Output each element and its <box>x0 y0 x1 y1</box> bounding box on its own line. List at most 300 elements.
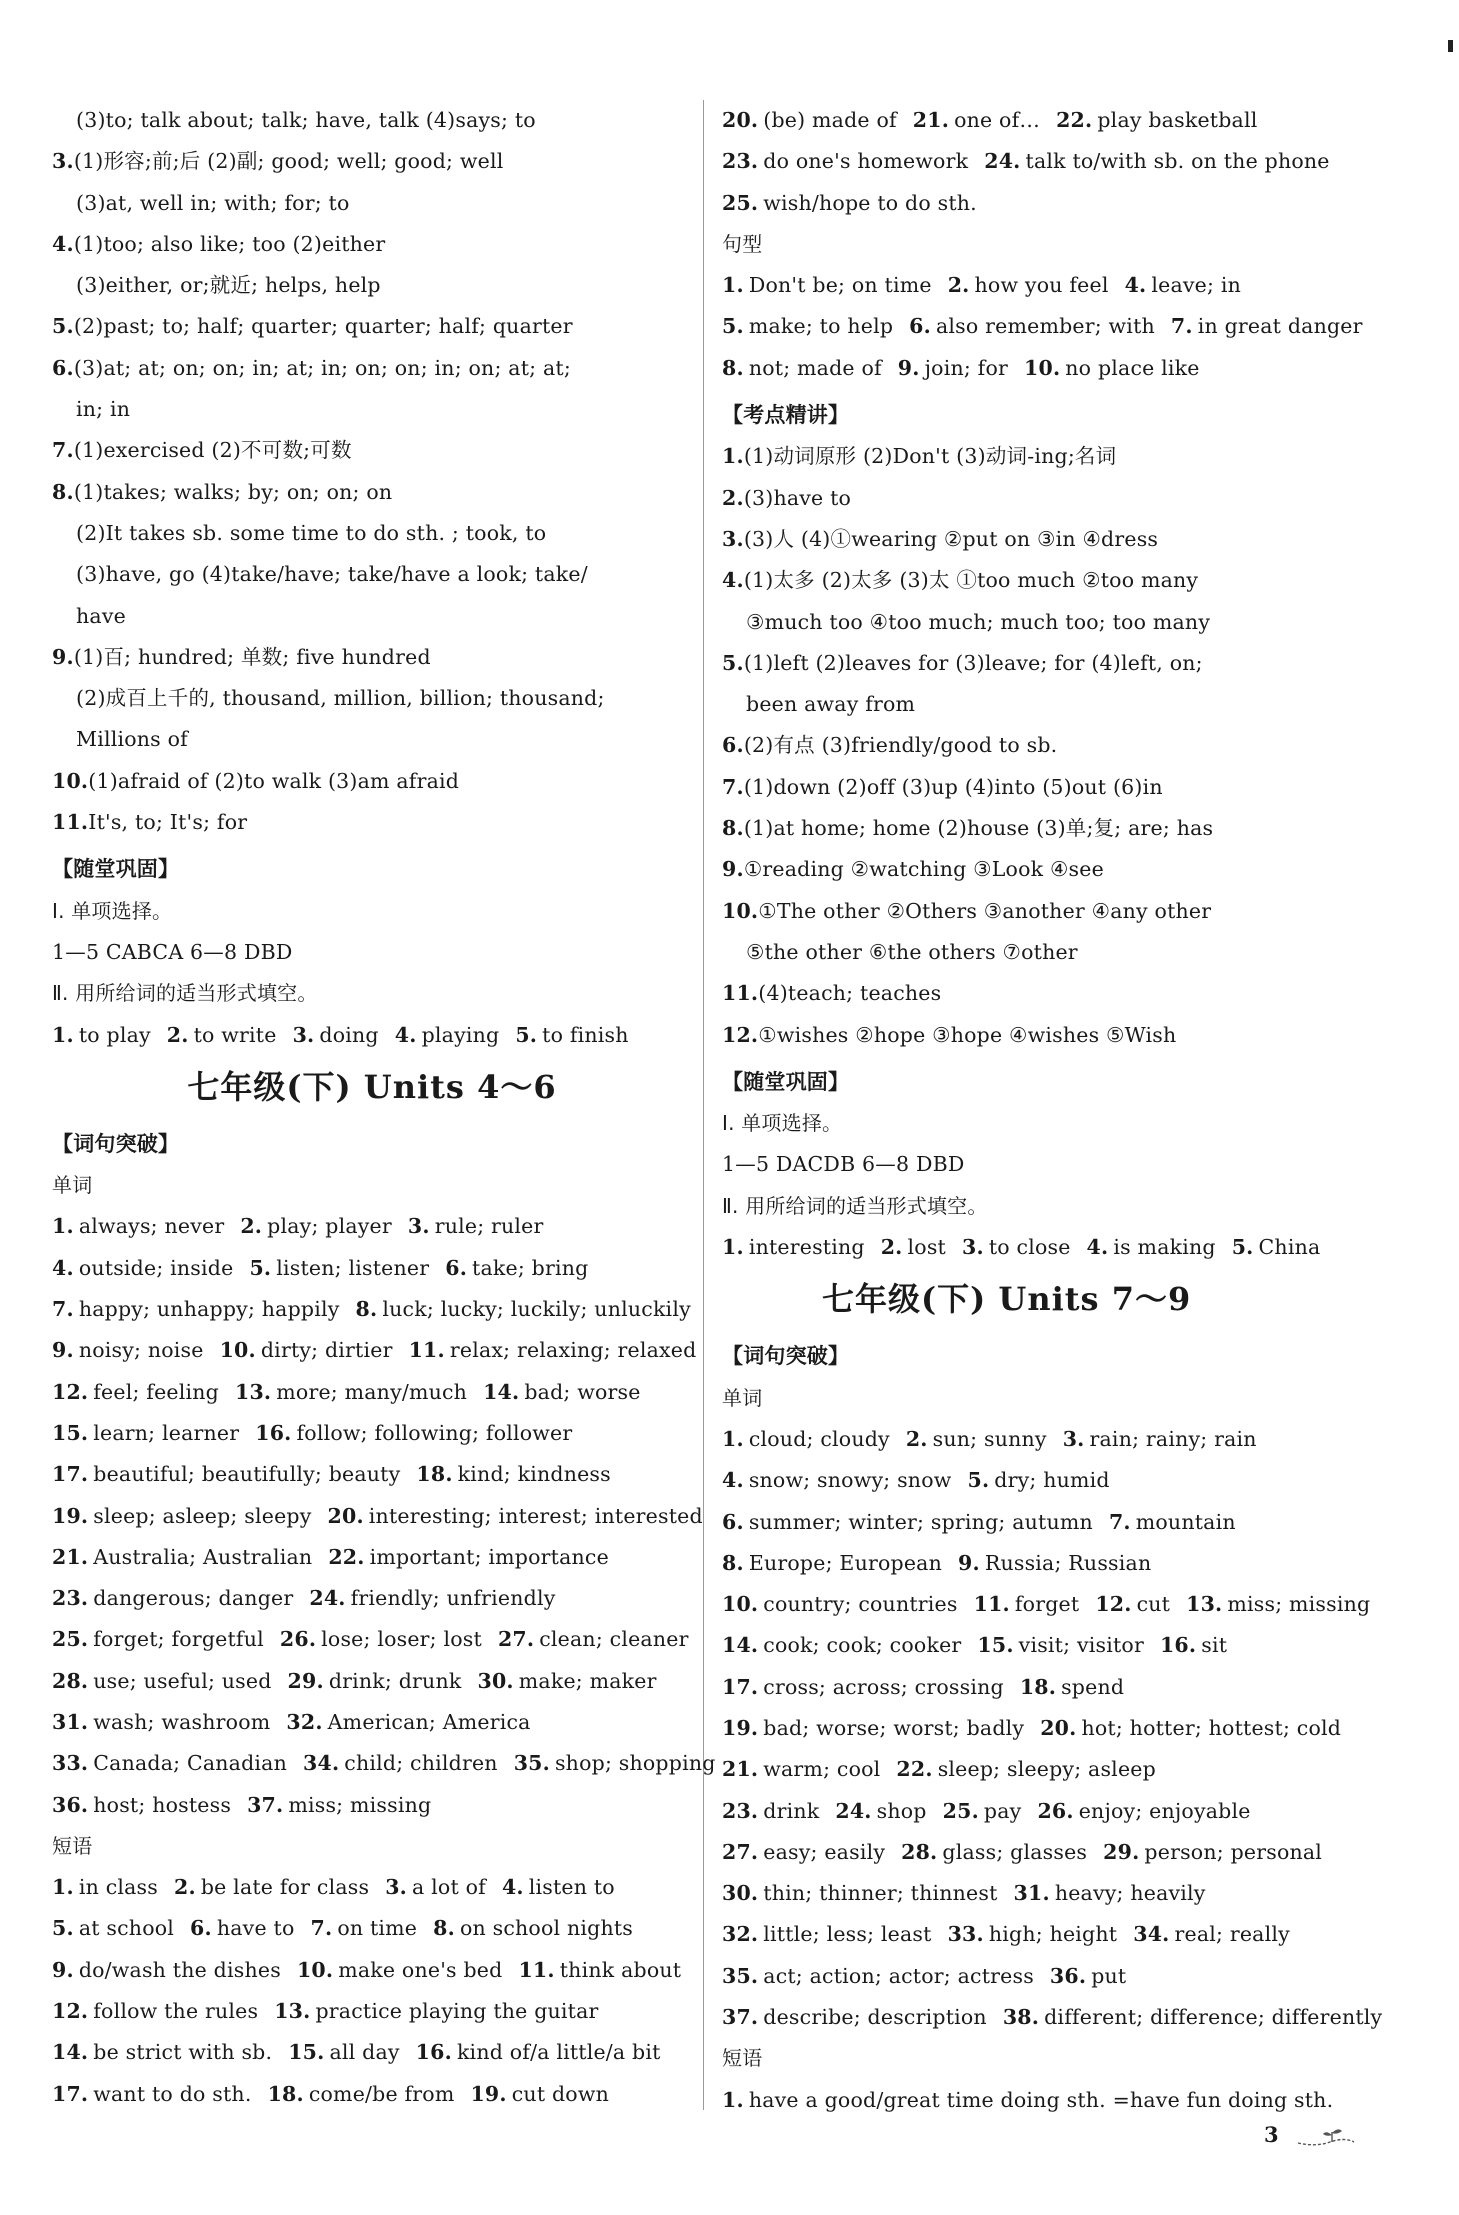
answer-item <box>174 1875 369 1899</box>
answer-line <box>52 1578 692 1619</box>
answer-line <box>52 1537 692 1578</box>
item-number: 2. <box>240 1214 263 1239</box>
item-number: 34. <box>1133 1922 1170 1947</box>
column-divider <box>703 100 704 2110</box>
answer-text: easy; easily <box>763 1839 886 1864</box>
item-number: 9. <box>52 644 74 669</box>
answer-item <box>288 2040 399 2064</box>
answer-text: (1)left (2)leaves for (3)leave; for (4)left, on; <box>743 650 1203 675</box>
item-number: 6. <box>909 314 931 339</box>
answer-item <box>52 1214 224 1238</box>
item-number: 2. <box>174 1875 196 1900</box>
answer-item <box>52 1793 231 1817</box>
answer-line <box>722 1419 1362 1460</box>
answer-text: enjoy; enjoyable <box>1078 1798 1251 1823</box>
answer-line <box>722 849 1362 890</box>
answer-text: wash; washroom <box>93 1709 271 1734</box>
answer-line <box>52 141 692 182</box>
answer-text: make; maker <box>518 1668 657 1693</box>
answer-line <box>722 725 1362 766</box>
answer-line <box>52 2074 692 2115</box>
answer-text: on time <box>337 1916 418 1941</box>
item-number: 13. <box>1186 1592 1223 1617</box>
answer-text: no place like <box>1065 355 1200 380</box>
answer-text: Don't be; on time <box>748 273 932 298</box>
answer-line <box>722 100 1362 141</box>
item-number: 37. <box>722 2005 759 2030</box>
answer-text: real; really <box>1174 1922 1290 1947</box>
item-number: 4. <box>1086 1235 1109 1260</box>
item-number: 5. <box>722 650 744 675</box>
answer-text: kind of/a little/a bit <box>456 2040 661 2065</box>
item-number: 36. <box>52 1792 89 1817</box>
answer-text: host; hostess <box>93 1792 232 1817</box>
item-number: 34. <box>303 1751 340 1776</box>
answer-text: It's, to; It's; for <box>88 810 248 835</box>
item-number: 2. <box>905 1426 928 1451</box>
answer-item <box>722 149 968 173</box>
answer-item <box>445 1256 588 1280</box>
item-number: 14. <box>722 1633 759 1658</box>
item-number: 7. <box>1170 314 1193 339</box>
answer-line <box>722 1584 1371 1625</box>
answer-item <box>52 1023 151 1047</box>
item-number: 5. <box>52 1916 74 1941</box>
item-number: 19. <box>722 1715 759 1740</box>
item-number: 12. <box>722 1022 759 1047</box>
answer-item <box>984 149 1329 173</box>
item-number: 3. <box>1062 1426 1085 1451</box>
answer-item <box>1125 273 1241 297</box>
subsection-label: 单词 <box>52 1173 93 1198</box>
answer-text: sleep; sleepy; asleep <box>937 1757 1156 1782</box>
item-number: 6. <box>190 1916 212 1941</box>
answer-continuation: (3)at, well in; with; for; to <box>76 190 350 215</box>
item-number: 12. <box>52 1999 89 2024</box>
answer-item <box>286 1710 530 1734</box>
answer-text: (2)past; to; half; quarter; quarter; half; quarter <box>73 314 573 339</box>
answer-text: (1)太多 (2)太多 (3)太 ①too much ②too many <box>743 568 1199 593</box>
item-number: 32. <box>286 1709 323 1734</box>
answer-item <box>722 1757 880 1781</box>
answer-item <box>409 1338 697 1362</box>
answer-line <box>52 1289 692 1330</box>
answer-line <box>722 1832 1362 1873</box>
answer-text: (3)人 (4)①wearing ②put on ③in ④dress <box>743 526 1159 551</box>
answer-item <box>1003 2005 1383 2029</box>
answer-line <box>722 519 1362 560</box>
answer-text: dry; humid <box>994 1468 1110 1493</box>
answer-item <box>722 1922 932 1946</box>
answer-text: learn; learner <box>93 1420 240 1445</box>
answer-text: one of… <box>954 108 1041 132</box>
item-number: 13. <box>235 1379 272 1404</box>
item-number: 18. <box>416 1462 453 1487</box>
answer-item <box>962 1235 1071 1259</box>
answer-item <box>52 1586 293 1610</box>
item-number: 29. <box>287 1668 324 1693</box>
answer-item <box>881 1235 946 1259</box>
answer-item <box>167 1023 277 1047</box>
answer-text: (1)down (2)off (3)up (4)into (5)out (6)in <box>743 774 1163 799</box>
item-number: 1. <box>722 1426 744 1451</box>
answer-item <box>943 1799 1022 1823</box>
item-number: 20. <box>722 108 759 132</box>
item-number: 10. <box>52 768 89 793</box>
answer-line <box>722 265 1362 306</box>
item-number: 20. <box>327 1503 364 1528</box>
item-number: 2. <box>947 273 970 298</box>
item-number: 27. <box>722 1839 759 1864</box>
answer-text: drink <box>763 1798 820 1823</box>
subsection-label: Ⅰ. 单项选择。 <box>52 898 173 923</box>
item-number: 37. <box>247 1792 284 1817</box>
answer-continuation: ⑤the other ⑥the others ⑦other <box>746 939 1078 964</box>
answer-item <box>395 1023 500 1047</box>
answer-text: (1)形容;前;后 (2)副; good; well; good; well <box>73 149 504 174</box>
answer-line <box>52 224 692 265</box>
item-number: 4. <box>52 231 74 256</box>
item-number: 23. <box>722 149 759 174</box>
item-number: 25. <box>942 1798 979 1823</box>
answer-text: be late for class <box>200 1875 370 1900</box>
answer-text: different; difference; differently <box>1044 2005 1383 2030</box>
answer-item <box>722 1964 1034 1988</box>
answer-item <box>722 2088 1333 2112</box>
answer-text: ①The other ②Others ③another ④any other <box>758 898 1212 923</box>
item-number: 4. <box>722 568 744 593</box>
answer-text: cook; cook; cooker <box>763 1633 962 1658</box>
answer-text: leave; in <box>1151 273 1241 298</box>
answer-item <box>898 356 1008 380</box>
answer-text: practice playing the guitar <box>315 1999 599 2024</box>
item-number: 3. <box>385 1875 408 1900</box>
answer-item <box>722 314 893 338</box>
item-number: 10. <box>722 898 759 923</box>
answer-line <box>52 1248 692 1289</box>
answer-item <box>901 1840 1087 1864</box>
answer-line <box>722 808 1362 849</box>
item-number: 33. <box>52 1751 89 1776</box>
answer-text: be strict with sb. <box>93 2040 273 2065</box>
answer-line <box>722 1914 1362 1955</box>
answer-item <box>52 1669 272 1693</box>
answer-text: think about <box>559 1957 682 1982</box>
answer-continuation: ③much too ④too much; much too; too many <box>746 609 1211 634</box>
item-number: 11. <box>973 1592 1010 1617</box>
item-number: 9. <box>52 1957 74 1982</box>
answer-line <box>52 1206 692 1247</box>
answer-text: play; player <box>267 1214 392 1239</box>
answer-item <box>722 191 977 215</box>
answer-text: to close <box>988 1235 1071 1260</box>
answer-item <box>1050 1964 1126 1988</box>
answer-line <box>722 1543 1362 1584</box>
answer-item <box>1014 1881 1206 1905</box>
answer-line <box>722 478 1362 519</box>
answer-line <box>52 1619 692 1660</box>
answer-text: cut down <box>511 2081 609 2106</box>
answer-text: describe; description <box>763 2005 987 2030</box>
answer-item <box>1095 1592 1170 1616</box>
answer-text: (1)afraid of (2)to walk (3)am afraid <box>88 768 460 793</box>
answer-item <box>1020 1675 1124 1699</box>
answer-item <box>52 1627 264 1651</box>
answer-text: (1)takes; walks; by; on; on; on <box>73 479 393 504</box>
answer-item <box>722 273 932 297</box>
item-number: 7. <box>52 1297 74 1322</box>
item-number: 4. <box>394 1022 417 1047</box>
item-number: 16. <box>255 1420 292 1445</box>
answer-continuation: (2)成百上千的, thousand, million, billion; thousand; <box>76 686 605 711</box>
answer-text: (1)at home; home (2)house (3)单;复; are; has <box>743 816 1214 841</box>
answer-item <box>896 1757 1156 1781</box>
item-number: 7. <box>52 438 74 463</box>
item-number: 24. <box>309 1586 346 1611</box>
item-number: 11. <box>52 810 89 835</box>
item-number: 31. <box>1013 1881 1050 1906</box>
subsection-label: Ⅱ. 用所给词的适当形式填空。 <box>52 981 318 1006</box>
answer-text: mountain <box>1135 1509 1236 1534</box>
answer-line <box>722 1015 1362 1056</box>
answer-item <box>722 1592 958 1616</box>
item-number: 22. <box>1056 108 1093 132</box>
answer-item <box>518 1958 681 1982</box>
answer-text: at school <box>78 1916 175 1941</box>
answer-continuation: been away from <box>746 692 916 717</box>
answer-line <box>722 1708 1362 1749</box>
answer-text: listen; listener <box>276 1255 430 1280</box>
item-number: 1. <box>722 444 744 469</box>
answer-item <box>470 2082 609 2106</box>
answer-text: dirty; dirtier <box>260 1338 393 1363</box>
answer-text: shop; shopping <box>554 1751 716 1776</box>
item-number: 12. <box>1095 1592 1132 1617</box>
item-number: 1. <box>722 2087 744 2112</box>
answer-item <box>328 1504 703 1528</box>
item-number: 36. <box>1049 1963 1087 1988</box>
item-number: 38. <box>1002 2005 1040 2030</box>
answer-text: miss; missing <box>288 1792 432 1817</box>
answer-item <box>1160 1633 1227 1657</box>
answer-item <box>52 1297 340 1321</box>
answer-item <box>249 1256 429 1280</box>
item-number: 32. <box>722 1922 759 1947</box>
right-column <box>722 100 1383 2121</box>
item-number: 19. <box>52 1503 89 1528</box>
answer-text: sleep; asleep; sleepy <box>93 1503 312 1528</box>
item-number: 7. <box>310 1916 333 1941</box>
item-number: 10. <box>722 1592 759 1617</box>
answer-line <box>722 643 1362 684</box>
answer-item <box>190 1916 294 1940</box>
item-number: 21. <box>912 108 950 132</box>
answer-text: all day <box>329 2040 400 2065</box>
item-number: 9. <box>897 355 920 380</box>
answer-text: little; less; least <box>763 1922 932 1947</box>
item-number: 9. <box>722 857 744 882</box>
answer-continuation: Millions of <box>76 727 188 752</box>
item-number: 3. <box>292 1022 315 1047</box>
answer-line <box>52 1372 692 1413</box>
answer-text: (1)百; hundred; 单数; five hundred <box>73 644 431 669</box>
answer-text: Canada; Canadian <box>93 1751 288 1776</box>
answer-text: talk to/with sb. on the phone <box>1025 149 1330 174</box>
answer-item <box>52 1710 270 1734</box>
answer-line <box>722 1997 1383 2038</box>
answer-text: sun; sunny <box>932 1426 1047 1451</box>
answer-item <box>52 1751 287 1775</box>
answer-item <box>297 1958 503 1982</box>
item-number: 5. <box>52 314 74 339</box>
answer-text: child; children <box>344 1751 498 1776</box>
answer-text: wish/hope to do sth. <box>763 190 977 215</box>
answer-text: Australia; Australian <box>93 1544 313 1569</box>
item-number: 25. <box>52 1627 89 1652</box>
answer-text: (4)teach; teaches <box>758 981 942 1006</box>
item-number: 30. <box>722 1881 759 1906</box>
item-number: 17. <box>52 1462 89 1487</box>
subsection-label: 短语 <box>722 2046 763 2071</box>
answer-line <box>52 1991 692 2032</box>
answer-item <box>722 1235 865 1259</box>
answer-item <box>220 1338 393 1362</box>
answer-item <box>385 1875 486 1899</box>
answer-item <box>1087 1235 1216 1259</box>
answer-text: make; to help <box>748 314 894 339</box>
item-number: 15. <box>977 1633 1014 1658</box>
answer-text: in class <box>78 1875 158 1900</box>
item-number: 16. <box>415 2040 452 2065</box>
answer-text: not; made of <box>748 355 882 380</box>
answer-text: lost <box>907 1235 946 1260</box>
answer-line <box>722 973 1362 1014</box>
answer-text: glass; glasses <box>942 1839 1088 1864</box>
answer-line: 1—5 CABCA 6—8 DBD <box>52 939 293 964</box>
answer-line <box>52 1785 692 1826</box>
answer-item <box>722 1799 819 1823</box>
answer-item <box>356 1297 691 1321</box>
answer-continuation: (3)either, or;就近; helps, help <box>76 273 381 298</box>
sprout-icon <box>1296 2126 1356 2152</box>
answer-item <box>240 1214 392 1238</box>
answer-line <box>52 430 692 471</box>
item-number: 22. <box>896 1757 933 1782</box>
answer-text: relax; relaxing; relaxed <box>449 1338 697 1363</box>
item-number: 1. <box>52 1022 74 1047</box>
answer-text: American; America <box>327 1709 531 1734</box>
answer-text: play basketball <box>1097 108 1258 132</box>
answer-item <box>502 1875 615 1899</box>
answer-item <box>1056 108 1257 132</box>
answer-line <box>52 306 692 347</box>
answer-item <box>52 1338 204 1362</box>
answer-line <box>722 1956 1362 1997</box>
answer-text: take; bring <box>472 1255 589 1280</box>
item-number: 19. <box>470 2081 507 2106</box>
item-number: 6. <box>722 733 744 758</box>
answer-line <box>52 1413 692 1454</box>
answer-text: doing <box>319 1022 379 1047</box>
answer-item <box>52 2082 252 2106</box>
answer-text: come/be from <box>308 2081 455 2106</box>
answer-item <box>722 1840 885 1864</box>
answer-text: (3)have to <box>743 485 852 510</box>
answer-continuation: have <box>76 603 126 628</box>
answer-item <box>722 356 882 380</box>
subsection-label: 句型 <box>722 231 763 256</box>
item-number: 10. <box>1024 355 1061 380</box>
answer-text: cut <box>1136 1592 1171 1617</box>
item-number: 5. <box>722 314 744 339</box>
item-number: 6. <box>722 1509 744 1534</box>
answer-text: visit; visitor <box>1018 1633 1144 1658</box>
item-number: 8. <box>722 816 744 841</box>
answer-text: rule; ruler <box>434 1214 544 1239</box>
item-number: 8. <box>433 1916 455 1941</box>
item-number: 11. <box>518 1957 555 1982</box>
answer-line <box>52 637 692 678</box>
subsection-label: 短语 <box>52 1833 93 1858</box>
subsection-label: Ⅰ. 单项选择。 <box>722 1111 843 1136</box>
answer-text: also remember; with <box>935 314 1155 339</box>
answer-item <box>293 1023 379 1047</box>
answer-item <box>722 1716 1024 1740</box>
answer-item <box>1133 1922 1290 1946</box>
answer-item <box>514 1751 716 1775</box>
answer-item <box>52 1256 233 1280</box>
item-number: 11. <box>722 981 759 1006</box>
answer-item <box>722 108 897 132</box>
item-number: 4. <box>501 1875 524 1900</box>
section-heading: 【考点精讲】 <box>722 403 850 428</box>
answer-item <box>303 1751 498 1775</box>
answer-item <box>722 1510 1093 1534</box>
item-number: 8. <box>722 355 744 380</box>
answer-text: use; useful; used <box>93 1668 272 1693</box>
answer-line <box>722 767 1362 808</box>
answer-item <box>722 1881 998 1905</box>
answer-text: (1)too; also like; too (2)either <box>73 231 386 256</box>
answer-line <box>52 802 692 843</box>
answer-item <box>52 1462 400 1486</box>
item-number: 33. <box>947 1922 984 1947</box>
section-heading: 【随堂巩固】 <box>722 1069 850 1094</box>
answer-text: always; never <box>78 1214 225 1239</box>
answer-item <box>722 1675 1004 1699</box>
page-corner-mark <box>1448 40 1453 52</box>
answer-text: have to <box>216 1916 295 1941</box>
answer-line <box>52 1743 716 1784</box>
answer-item <box>1232 1235 1321 1259</box>
item-number: 9. <box>52 1338 74 1363</box>
item-number: 8. <box>355 1297 378 1322</box>
answer-line <box>52 472 692 513</box>
item-number: 4. <box>52 1255 74 1280</box>
item-number: 5. <box>515 1022 538 1047</box>
answer-item <box>977 1633 1144 1657</box>
item-number: 13. <box>274 1999 311 2024</box>
answer-text: put <box>1091 1963 1127 1988</box>
item-number: 3. <box>722 526 744 551</box>
answer-item <box>958 1551 1151 1575</box>
item-number: 18. <box>267 2081 304 2106</box>
answer-line <box>722 436 1362 477</box>
answer-continuation: (3)to; talk about; talk; have, talk (4)says; to <box>76 108 536 132</box>
subsection-label: 单词 <box>722 1385 763 1410</box>
answer-line <box>52 1867 692 1908</box>
answer-item <box>1063 1427 1257 1451</box>
